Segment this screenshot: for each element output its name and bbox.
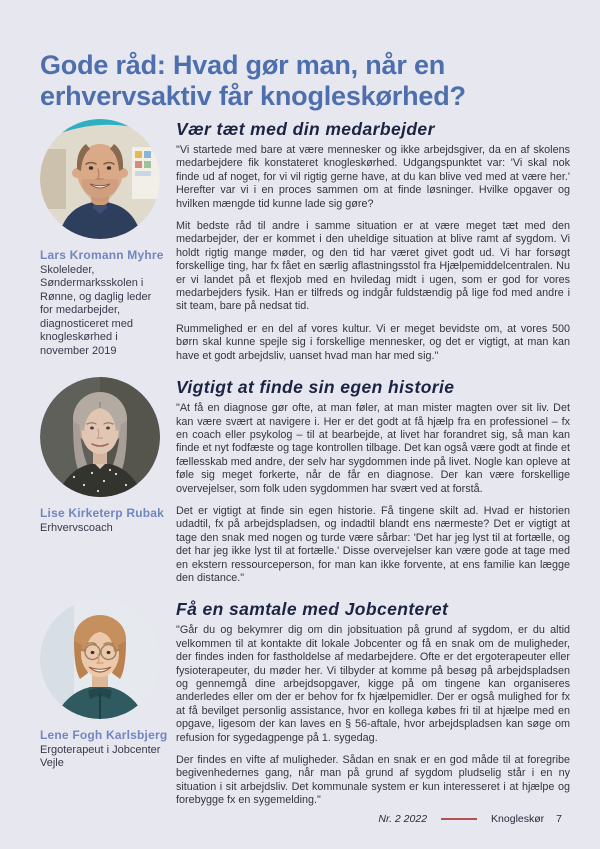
paragraph: "At få en diagnose gør ofte, at man føler, at man mister magten over sit liv. Det kan være svært at navigere i. Her er det godt at få hjælp fra en professionel – fx en coach eller psykolog – til at bearbejde, at livet har forandret sig, så man kan finde et nyt fodfæste og tage kontrollen tilbage. Det kan også være godt at finde et fællesskab med andre, der selv har sygdommen inde på livet. Nogle kan opleve at føle sig meget forkerte, når de får en diagnose. Der kan være forskellige overvejelser, som folk uden sygdommen har svært ved at forstå.	[176, 402, 570, 495]
section-vigtigt-at-finde-sin-egen-historie	[40, 377, 570, 585]
paragraph: Rummelighed er en del af vores kultur. Vi er meget bevidste om, at vores 500 børn skal kunne spejle sig i forskellige mennesker, og det er vigtigt, at man kan have et godt arbejdsliv, uanset hvad man har med sig."	[176, 322, 570, 362]
footer-rule	[441, 818, 477, 820]
section-text	[176, 119, 570, 363]
page-title: Gode råd: Hvad gør man, når en erhvervsaktiv får knogleskørhed?	[40, 50, 466, 111]
paragraph: Der findes en vifte af muligheder. Sådan en snak er en god måde til at foregribe begivenhedernes gang, når man på grund af sygdom pludselig står i en ny situation i sit arbejdsliv. Det kommunale system er kun interesseret i at hjælpe og forebygge fx en sygemelding."	[176, 754, 570, 807]
person-name: Lars Kromann Myhre	[40, 248, 164, 262]
person-column	[40, 377, 176, 585]
paragraph: Mit bedste råd til andre i samme situation er at være meget tæt med den medarbejder, der er kommet i den uheldige situation at blive ramt af sygdom. Vi holdt rigtig mange møder, og den tid har været givet godt ud. Vi har forsøgt forskellige ting, har fx fået en særlig aflastningsstol fra Hjælpemiddelcentralen. Nu er vi landet på et flexjob med en hviledag midt i ugen, som er god for vores medarbejders fysik. Han er tilfreds og indgår fuldstændig på lige fod med andre i sit team, bare på nedsat tid.	[176, 220, 570, 313]
paragraph: "Går du og bekymrer dig om din jobsituation på grund af sygdom, er du altid velkommen til at kontakte dit lokale Jobcenter og få en snak om de muligheder, der findes inden for fastholdelse af medarbejdere. Ofte er det ergoterapeuter eller fysioterapeuter, du møder her. Vi tilbyder at komme på besøg på arbejdspladsen og gennemgå dine arbejdsopgaver, kigge på om tingene kan organiseres anderledes eller om der er behov for fx hjælpemidler. Der er også mulighed for fx at få bevilget personlig assistance, hvor en kollega købes fri til at hjælpe med en opgave, ligesom der kan laves en § 56-aftale, hvor arbejdspladsen kan søge om refusion for sygedagpenge på 1. sygedag.	[176, 624, 570, 744]
section-text	[176, 599, 570, 807]
person-column	[40, 119, 176, 363]
person-name: Lise Kirketerp Rubak	[40, 506, 165, 521]
person-role: Skoleleder, Søndermarksskolen i Rønne, og daglig leder for medarbejder, diagnosticeret med knogleskørhed i november 2019	[40, 263, 152, 357]
section-faa-en-samtale-med-jobcenteret	[40, 599, 570, 807]
section-heading: Vigtigt at finde sin egen historie	[176, 377, 455, 398]
section-heading: Vær tæt med din medarbejder	[176, 119, 435, 139]
person-role: Ergoterapeut i Jobcenter Vejle	[40, 743, 161, 770]
footer-magazine-title: Knogleskør	[491, 813, 545, 825]
paragraph: Det er vigtigt at finde sin egen historie. Få tingene skilt ad. Hvad er historien udadtil, fx på arbejdspladsen, og indadtil blandt ens nærmeste? Det er vigtigt at tage den snak med nogen og turde være sårbar: 'Det har jeg lyst til at fortælle, og det har jeg ikke lyst til at fortælle.' Disse overvejelser kan være gode at tage med en ekstern ressourceperson, for man kan ikke forvente, at ens familie kan lægge den distance."	[176, 504, 570, 584]
section-text	[176, 377, 570, 585]
footer-issue-label: Nr. 2 2022	[378, 813, 428, 825]
portrait-photo-lars-kromann-myhre	[40, 119, 160, 239]
portrait-photo-lise-kirketerp-rubak	[40, 377, 160, 497]
section-vaer-taet-med-din-medarbejder	[40, 119, 570, 363]
person-column	[40, 599, 176, 807]
section-heading: Få en samtale med Jobcenteret	[176, 599, 449, 620]
page-footer	[378, 813, 562, 825]
paragraph: "Vi startede med bare at være mennesker og ikke arbejdsgiver, da en af skolens medarbejdere fik konstateret knogleskørhed. Udgangspunktet var: 'Vi skal nok finde ud af noget, for vi vil rigtig gerne have, at du kan blive ved med at være her.' Herefter var vi i en proces sammen om at finde løsninger. Hvilke opgaver og hvilken mængde tid kunne lade sig gøre?	[176, 144, 570, 210]
page-content	[40, 50, 570, 808]
person-role: Erhvervscoach	[40, 521, 113, 534]
person-name: Lene Fogh Karlsbjerg	[40, 728, 168, 743]
footer-page-number: 7	[556, 813, 562, 825]
portrait-photo-lene-fogh-karlsbjerg	[40, 599, 160, 719]
